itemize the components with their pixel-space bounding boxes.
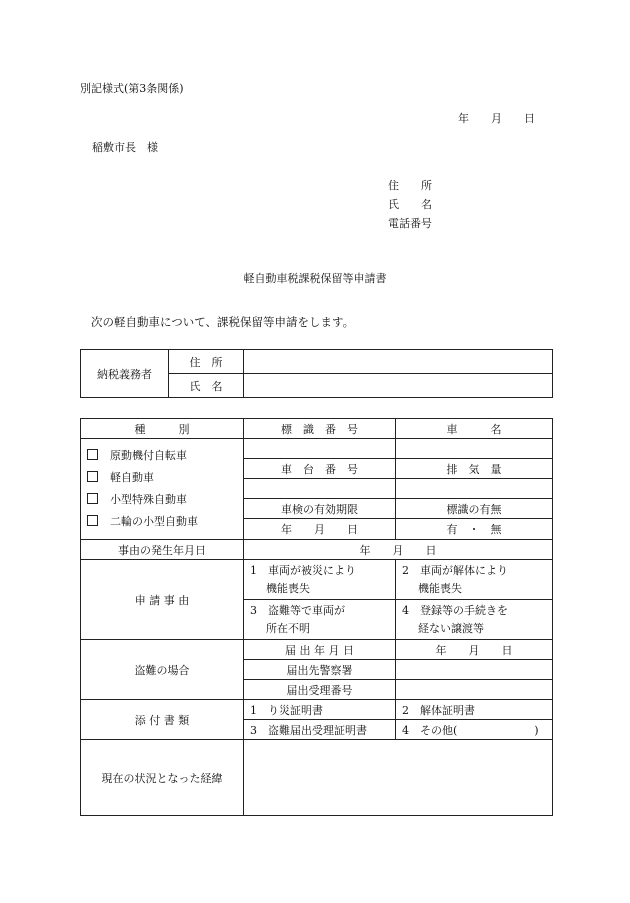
application-date: 年 月 日 — [458, 112, 535, 125]
plate-number-field[interactable] — [244, 439, 396, 459]
form-id: 別記様式(第3条関係) — [80, 82, 184, 95]
type-option[interactable]: 原動機付自転車 — [85, 445, 239, 467]
taxpayer-name-field[interactable] — [244, 374, 553, 398]
car-name-field[interactable] — [396, 439, 553, 459]
circumstances-field[interactable] — [244, 740, 553, 816]
attachment-2[interactable]: 2 解体証明書 — [396, 700, 553, 720]
chassis-number-field[interactable] — [244, 479, 396, 499]
occurrence-date-field[interactable]: 年 月 日 — [244, 540, 553, 560]
occurrence-label: 事由の発生年月日 — [81, 540, 244, 560]
taxpayer-address-field[interactable] — [244, 350, 553, 374]
taxpayer-name-label: 氏 名 — [169, 374, 244, 398]
applicant-phone-label: 電話番号 — [388, 217, 432, 230]
type-header: 種 別 — [81, 419, 244, 439]
displacement-header: 排 気 量 — [396, 459, 553, 479]
attachment-1[interactable]: 1 り災証明書 — [244, 700, 396, 720]
checkbox[interactable] — [87, 493, 98, 504]
chassis-header: 車 台 番 号 — [244, 459, 396, 479]
checkbox[interactable] — [87, 515, 98, 526]
car-name-header: 車 名 — [396, 419, 553, 439]
report-date-label: 届 出 年 月 日 — [244, 640, 396, 660]
theft-label: 盗難の場合 — [81, 640, 244, 700]
reason-3[interactable]: 3 盗難等で車両が 所在不明 — [244, 600, 396, 640]
plate-header: 標 識 番 号 — [244, 419, 396, 439]
report-date-field[interactable]: 年 月 日 — [396, 640, 553, 660]
taxpayer-label: 納税義務者 — [81, 350, 169, 398]
circumstances-label: 現在の状況となった経緯 — [81, 740, 244, 816]
taxpayer-address-label: 住 所 — [169, 350, 244, 374]
police-station-field[interactable] — [396, 660, 553, 680]
intro-text: 次の軽自動車について、課税保留等申請をします。 — [91, 315, 355, 329]
plate-presence-field[interactable]: 有 ・ 無 — [396, 519, 553, 540]
checkbox[interactable] — [87, 449, 98, 460]
displacement-field[interactable] — [396, 479, 553, 499]
type-option[interactable]: 軽自動車 — [85, 467, 239, 489]
type-option[interactable]: 小型特殊自動車 — [85, 489, 239, 511]
reason-2[interactable]: 2 車両が解体により 機能喪失 — [396, 560, 553, 600]
reason-4[interactable]: 4 登録等の手続きを 経ない譲渡等 — [396, 600, 553, 640]
checkbox[interactable] — [87, 471, 98, 482]
inspection-date-field[interactable]: 年 月 日 — [244, 519, 396, 540]
reason-1[interactable]: 1 車両が被災により 機能喪失 — [244, 560, 396, 600]
inspection-header: 車検の有効期限 — [244, 499, 396, 519]
reason-label: 申 請 事 由 — [81, 560, 244, 640]
plate-presence-header: 標識の有無 — [396, 499, 553, 519]
attachment-4[interactable]: 4 その他( ) — [396, 720, 553, 740]
type-option[interactable]: 二輪の小型自動車 — [85, 511, 239, 533]
form-title: 軽自動車税課税保留等申請書 — [243, 272, 387, 285]
vehicle-type-cell — [81, 439, 244, 540]
attachments-label: 添 付 書 類 — [81, 700, 244, 740]
main-table — [80, 418, 553, 816]
receipt-number-label: 届出受理番号 — [244, 680, 396, 700]
attachment-3[interactable]: 3 盗難届出受理証明書 — [244, 720, 396, 740]
applicant-address-label: 住 所 — [388, 179, 432, 192]
applicant-name-label: 氏 名 — [388, 198, 432, 211]
receipt-number-field[interactable] — [396, 680, 553, 700]
police-station-label: 届出先警察署 — [244, 660, 396, 680]
addressee: 稲敷市長 様 — [92, 141, 158, 154]
taxpayer-table — [80, 349, 553, 398]
